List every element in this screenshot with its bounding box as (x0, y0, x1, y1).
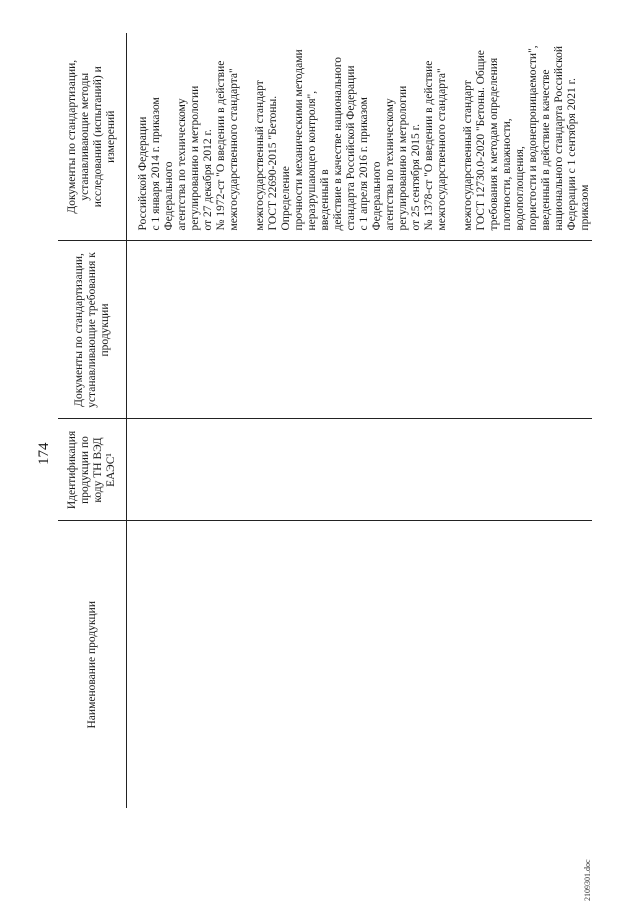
cell-requirements-docs (127, 241, 593, 419)
document-file-id: 2109301.doc (583, 859, 592, 901)
table-row (127, 33, 593, 808)
header-requirements-docs: Документы по стандартизации, устанавливающие требования к продукции (58, 241, 127, 419)
table-header-row (58, 33, 127, 808)
header-tnved-code: Идентификация продукции по коду ТН ВЭД ЕАЭС¹ (58, 419, 127, 521)
cell-product-name (127, 521, 593, 808)
header-product-name: Наименование продукции (58, 521, 127, 808)
methods-entry: Российской Федерации с 1 января 2014 г. приказом Федерального агентства по техническому регулированию и метрологии от 27 декабря 2012 г. № 1972-ст "О введении в действие межгосударственного стандарта" (137, 60, 240, 231)
page-number: 174 (36, 442, 52, 465)
cell-methods-docs (127, 33, 593, 241)
methods-entry: межгосударственный стандарт ГОСТ 22690-2015 "Бетоны. Определение прочности механическими методами неразрушающего контроля", введенный в действие в качестве национального стандарта Российской Федерации с 1 апреля 2016 г. приказом Федерального агентства по техническому регулированию и метрологии от 25 сентября 2015 г. № 1378-ст "О введении в действие межгосударственного стандарта" (254, 49, 448, 231)
standards-table (58, 33, 592, 808)
header-methods-docs: Документы по стандартизации, устанавливающие методы исследований (испытаний) и измерений (58, 33, 127, 241)
cell-tnved-code (127, 419, 593, 521)
methods-entry: межгосударственный стандарт ГОСТ 12730.0-2020 "Бетоны. Общие требования к методам определения плотности, влажности, водопоглощения, пористости и водонепроницаемости", введенный в действие в качестве национального стандарта Российской Федерации с 1 сентября 2021 г. приказом (462, 45, 591, 231)
